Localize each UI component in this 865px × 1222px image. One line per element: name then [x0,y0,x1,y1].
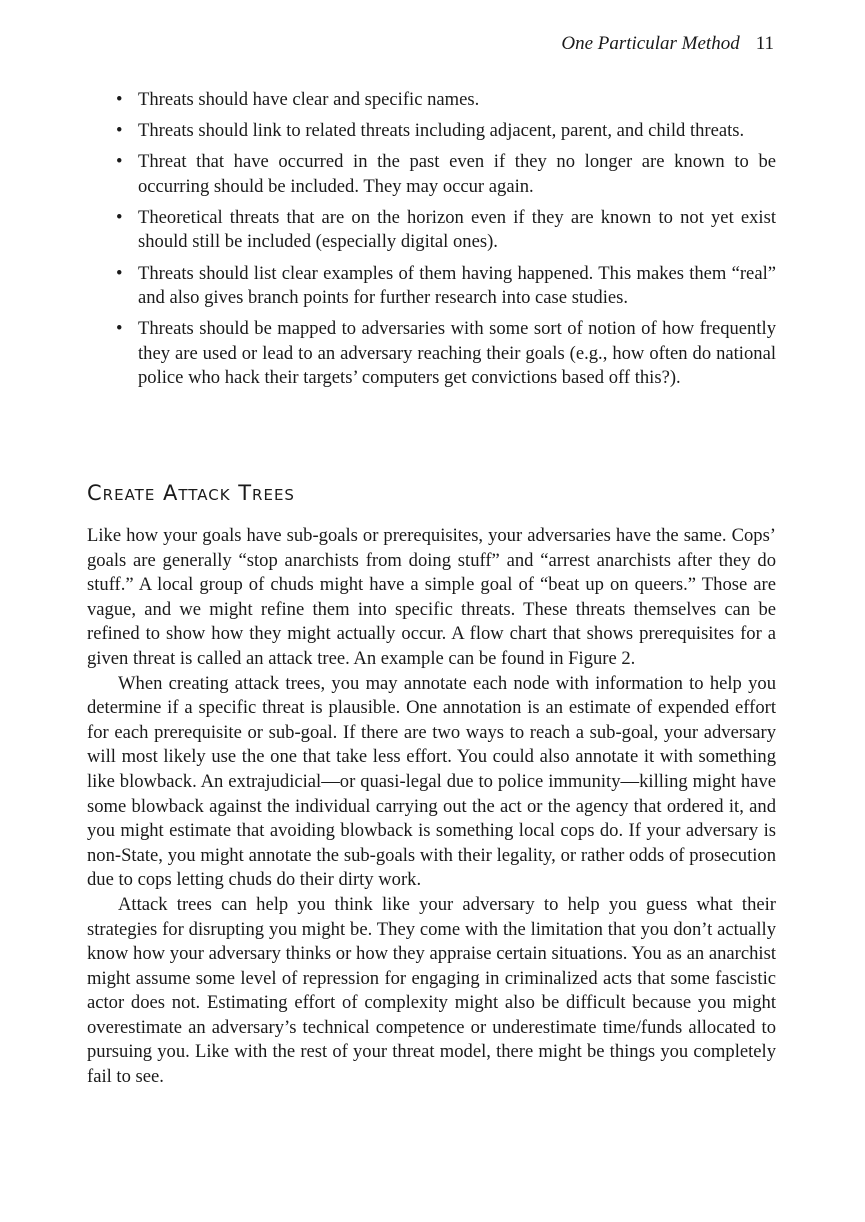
threat-guidelines-list [116,88,776,398]
list-item-text: Threats should have clear and specific names. [138,89,480,110]
paragraph: Like how your goals have sub-goals or prerequisites, your adversaries have the same. Cops’ goals are generally “stop anarchists from doing stuff” and “arrest anarchists after they do stuff.” A local group of chuds might have a simple goal of “beat up on queers.” Those are vague, and we might refine them into specific threats. These threats themselves can be refined to show how they might actually occur. A flow chart that shows prerequisites for a given threat is called an attack tree. An example can be found in Figure 2. [87,525,776,669]
list-item-text: Threats should be mapped to adversaries with some sort of notion of how frequently they are used or lead to an adversary reaching their goals (e.g., how often do national police who hack their targets’ computers get convictions based off this?). [138,318,776,389]
section-heading: Create Attack Trees [87,481,295,505]
running-header [561,33,774,55]
list-item [116,88,776,113]
running-title: One Particular Method [561,33,740,54]
bullet-marker: • [116,206,123,228]
paragraph: Attack trees can help you think like your adversary to help you guess what their strategies for disrupting you might be. They come with the limitation that you don’t actually know how your adversary thinks or how they appraise certain situations. You as an anarchist might assume some level of repression for engaging in criminalized acts that some fascistic actor does not. Estimating effort of complexity might also be difficult because you might overestimate an adversary’s technical competence or underestimate time/funds allocated to pursuing you. Like with the rest of your threat model, there might be things you completely fail to see. [87,893,776,1088]
bullet-marker: • [116,120,123,142]
bullet-marker: • [116,262,123,284]
bullet-marker: • [116,89,123,110]
list-item [116,317,776,391]
page-number: 11 [755,33,774,54]
paragraph: When creating attack trees, you may annotate each node with information to help you determine if a specific threat is plausible. One annotation is an estimate of expended effort for each prerequisite or sub-goal. If there are two ways to reach a sub-goal, your adversary will most likely use the one that take less effort. You could also annotate it with something like blowback. An extrajudicial—or quasi-legal due to police immunity—killing might have some blowback against the individual carrying out the act or the agency that ordered it, and you might estimate that avoiding blowback is something local cops do. If your adversary is non-State, you might annotate the sub-goals with their legality, or rather odds of prosecution due to cops letting chuds do their dirty work. [87,672,776,891]
section-body [87,524,776,1090]
list-item [116,119,776,144]
bullet-marker: • [116,151,123,173]
list-item [116,262,776,311]
list-item-text: Theoretical threats that are on the horizon even if they are known to not yet exist should still be included (especially digital ones). [138,206,776,253]
list-item [116,206,776,255]
list-item-text: Threats should list clear examples of them having happened. This makes them “real” and also gives branch points for further research into case studies. [138,262,776,309]
list-item [116,150,776,199]
list-item-text: Threat that have occurred in the past even if they no longer are known to be occurring should be included. They may occur again. [138,151,776,197]
bullet-marker: • [116,318,123,340]
list-item-text: Threats should link to related threats including adjacent, parent, and child threats. [138,120,745,142]
